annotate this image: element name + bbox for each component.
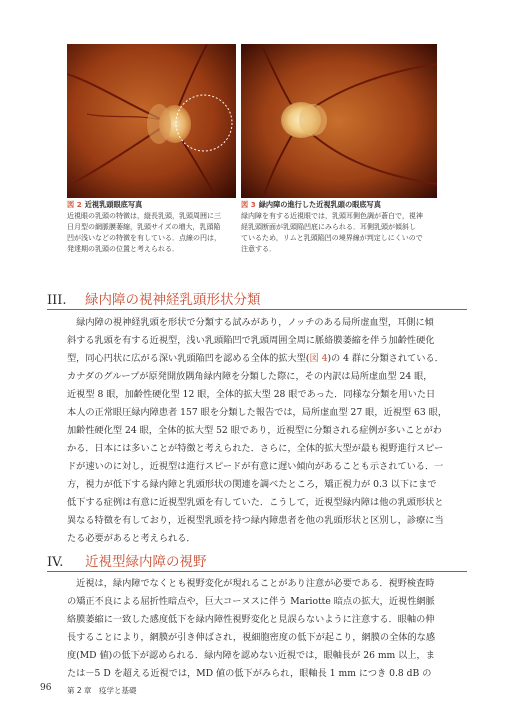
section-rule: [47, 571, 467, 572]
figure-number: 図 2: [67, 200, 82, 209]
figure-2-caption: [67, 211, 221, 255]
section-number: IV.: [47, 555, 64, 570]
caption-line: 凹が浅いなどの特徴を有している．点線の円は，: [67, 234, 221, 242]
caption-line: 発達期の乳頭の位置と考えられる．: [67, 245, 179, 253]
body-line: 斜する乳頭を有する近視型，浅い乳頭陥凹で乳頭周囲全周に脈絡膜萎縮を伴う加齢性硬化: [67, 335, 435, 346]
caption-line: 日月型の網脈膜萎縮，乳頭サイズの増大，乳頭陥: [67, 223, 221, 231]
body-line: 近視は，緑内障でなくとも視野変化が現れることがあり注意が必要である．視野検査時: [67, 578, 435, 589]
figure-3-caption: [241, 211, 423, 255]
body-line: たは－5 D を超える近視では，MD 値の低下がみられ，眼軸長 1 mm につき 0.8 dB の: [67, 668, 432, 679]
caption-line: 注意する．: [241, 245, 276, 253]
section-title: 近視型緑内障の視野: [85, 554, 207, 570]
caption-line: ているため，リムと乳頭陥凹の境界線が判定しにくいので: [241, 234, 423, 242]
body-line: 長することにより，網膜が引き伸ばされ，視細胞密度の低下が起こり，網膜の全体的な感: [67, 632, 436, 643]
figure-2-fundus-photo: [67, 44, 236, 198]
text-segment: )の 4 群に分類されている．: [327, 353, 444, 364]
text-segment: 型，同心円状に広がる深い乳頭陥凹を認める全体的拡大型(: [67, 353, 310, 364]
page-number: 96: [40, 683, 52, 693]
figure-reference: 図 4: [309, 353, 328, 364]
body-line: の矯正不良による屈折性暗点や，巨大コーヌスに伴う Mariotte 暗点の拡大，近視性網脈: [67, 596, 435, 607]
figure-3-fundus-photo: [241, 44, 437, 198]
body-line: ドが速いのに対し，近視型は進行スピードが有意に遅い傾向があることも示されている．一: [67, 461, 444, 472]
body-line: カナダのグループが原発開放隅角緑内障を分類した際に，その内訳は局所虚血型 24 眼，: [67, 371, 433, 382]
body-line: 近視型 8 眼，加齢性硬化型 12 眼，全体的拡大型 28 眼であった．同様な分類を用いた日: [67, 389, 436, 400]
caption-line: 緑内障を有する近視眼では，乳頭耳側色調が蒼白で，視神: [241, 212, 423, 220]
figure-title: 近視乳頭眼底写真: [84, 200, 143, 209]
section-number: III.: [47, 293, 67, 308]
section-title: 緑内障の視神経乳頭形状分類: [85, 292, 261, 308]
figure-title: 緑内障の進行した近視乳頭の眼底写真: [258, 200, 381, 209]
section-heading: [47, 550, 207, 570]
body-line: 絡膜萎縮に一致した感度低下を緑内障性視野変化と見誤らないように注意する．眼軸の伸: [67, 614, 435, 625]
caption-line: 経乳頭断面が乳頭陥凹底にみられる．耳側乳頭が傾斜し: [241, 223, 416, 231]
chapter-label: 第 2 章 疫学と基礎: [67, 686, 137, 695]
body-line: かる．日本には多いことが特徴と考えられた．さらに，全体的拡大型が最も視野進行スピー: [67, 443, 444, 454]
caption-line: 近視眼の乳頭の特徴は，縦長乳頭，乳頭周囲に三: [67, 212, 221, 220]
section-heading: [47, 288, 261, 308]
figure-3-caption-title: [241, 200, 381, 210]
body-line: 方，視力が低下する緑内障と乳頭形状の関連を調べたところ，矯正視力が 0.3 以下にまで: [67, 479, 437, 490]
body-line: [67, 352, 444, 366]
body-line: 異なる特徴を有しており，近視型乳頭を持つ緑内障患者を他の乳頭形状と区別し，診療に当: [67, 515, 444, 526]
body-line: 加齢性硬化型 24 眼，全体的拡大型 52 眼であり，近視型に分類される症例が多いことがわ: [67, 425, 442, 436]
fundus-image: [241, 44, 437, 198]
section-rule: [47, 309, 467, 310]
body-line: 本人の正常眼圧緑内障患者 157 眼を分類した報告では，局所虚血型 27 眼，近視型 63 眼，: [67, 407, 448, 418]
fundus-image: [67, 44, 236, 198]
body-line: 緑内障の視神経乳頭を形状で分類する試みがあり，ノッチのある局所虚血型，耳側に傾: [67, 317, 434, 328]
body-line: 度(MD 値)の低下が認められる．緑内障を認めない近視では，眼軸長が 26 mm 以上，ま: [67, 650, 435, 661]
body-line: 低下する症例は有意に近視型乳頭を有していた．こうして，近視型緑内障は他の乳頭形状と: [67, 497, 444, 508]
figure-number: 図 3: [241, 200, 256, 209]
figure-2-caption-title: [67, 200, 142, 210]
body-line: たる必要があると考えられる．: [67, 533, 196, 544]
